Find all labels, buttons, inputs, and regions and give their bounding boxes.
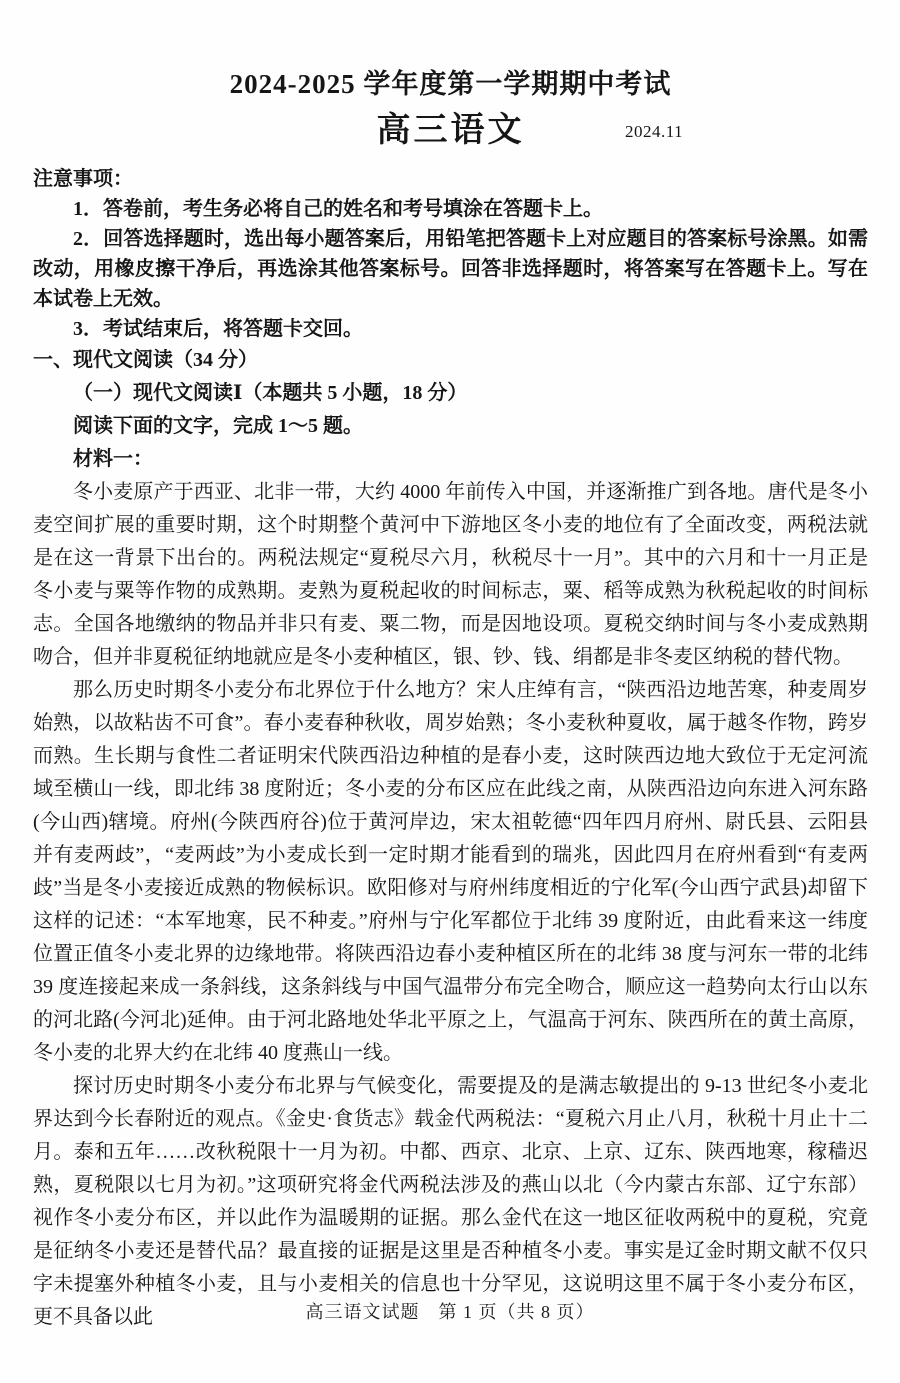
material-paragraph-2: 那么历史时期冬小麦分布北界位于什么地方？宋人庄绰有言，“陕西沿边地苦寒，种麦周岁始熟，以故粘齿不可食”。春小麦春种秋收，周岁始熟；冬小麦秋种夏收，属于越冬作物，跨岁而熟。生长期与食性二者证明宋代陕西沿边种植的是春小麦，这时陕西边地大致位于无定河流域至横山一线，即北纬 38 度附近；冬小麦的分布区应在此线之南，从陕西沿边向东进入河东路(今山西)辖境。府州(今陕西府谷)位于黄河岸边，宋太祖乾德“四年四月府州、尉氏县、云阳县并有麦两歧”，“麦两歧”为小麦成长到一定时期才能看到的瑞兆，因此四月在府州看到“有麦两歧”当是冬小麦接近成熟的物候标识。欧阳修对与府州纬度相近的宁化军(今山西宁武县)却留下这样的记述：“本军地寒，民不种麦。”府州与宁化军都位于北纬 39 度附近，由此看来这一纬度位置正值冬小麦北界的边缘地带。将陕西沿边春小麦种植区所在的北纬 38 度与河东一带的北纬 39 度连接起来成一条斜线，这条斜线与中国气温带分布完全吻合，顺应这一趋势向太行山以东的河北路(今河北)延伸。由于河北路地处华北平原之上，气温高于河东、陕西所在的黄土高原，冬小麦的北界大约在北纬 40 度燕山一线。 [33, 679, 868, 1064]
notice-item-3: 3．考试结束后，将答题卡交回。 [73, 318, 363, 340]
notice-heading: 注意事项： [33, 168, 133, 190]
material-text [33, 476, 868, 1334]
material-paragraph-1: 冬小麦原产于西亚、北非一带，大约 4000 年前传入中国，并逐渐推广到各地。唐代是冬小麦空间扩展的重要时期，这个时期整个黄河中下游地区冬小麦的地位有了全面改变，两税法就是在这一背景下出台的。两税法规定“夏税尽六月，秋税尽十一月”。其中的六月和十一月正是冬小麦与粟等作物的成熟期。麦熟为夏税起收的时间标志，粟、稻等成熟为秋税起收的时间标志。全国各地缴纳的物品并非只有麦、粟二物，而是因地设项。夏税交纳时间与冬小麦成熟期吻合，但并非夏税征纳地就应是冬小麦种植区，银、钞、钱、绢都是非冬麦区纳税的替代物。 [33, 481, 868, 668]
subtitle-row [33, 106, 868, 156]
exam-date: 2024.11 [625, 122, 684, 141]
exam-subject-title: 高三语文 [376, 112, 525, 149]
notice-section [33, 164, 868, 344]
exam-title: 2024-2025 学年度第一学期期中考试 [229, 69, 672, 99]
material-label: 材料一： [73, 448, 153, 470]
notice-item-2: 2．回答选择题时，选出每小题答案后，用铅笔把答题卡上对应题目的答案标号涂黑。如需改动，用橡皮擦干净后，再选涂其他答案标号。回答非选择题时，将答案写在答题卡上。写在本试卷上无效。 [33, 228, 868, 310]
notice-item-1: 1．答卷前，考生务必将自己的姓名和考号填涂在答题卡上。 [73, 198, 603, 220]
reading-instruction: 阅读下面的文字，完成 1～5 题。 [73, 415, 363, 437]
page-footer: 高三语文试题 第 1 页（共 8 页） [305, 1302, 595, 1322]
section-heading: 一、现代文阅读（34 分） [33, 349, 258, 371]
material-paragraph-3: 探讨历史时期冬小麦分布北界与气候变化，需要提及的是满志敏提出的 9-13 世纪冬小麦北界达到今长春附近的观点。《金史·食货志》载金代两税法：“夏税六月止八月，秋税十月止十二月。泰和五年……改秋税限十一月为初。中都、西京、北京、上京、辽东、陕西地寒，稼穑迟熟，夏税限以七月为初。”这项研究将金代两税法涉及的燕山以北（今内蒙古东部、辽宁东部）视作冬小麦分布区，并以此作为温暖期的证据。那么金代在这一地区征收两税中的夏税，究竟是征纳冬小麦还是替代品？最直接的证据是这里是否种植冬小麦。事实是辽金时期文献不仅只字未提塞外种植冬小麦，且与小麦相关的信息也十分罕见，这说明这里不属于冬小麦分布区，更不具备以此 [33, 1075, 868, 1328]
subsection-heading: （一）现代文阅读Ⅰ（本题共 5 小题，18 分） [73, 382, 468, 404]
